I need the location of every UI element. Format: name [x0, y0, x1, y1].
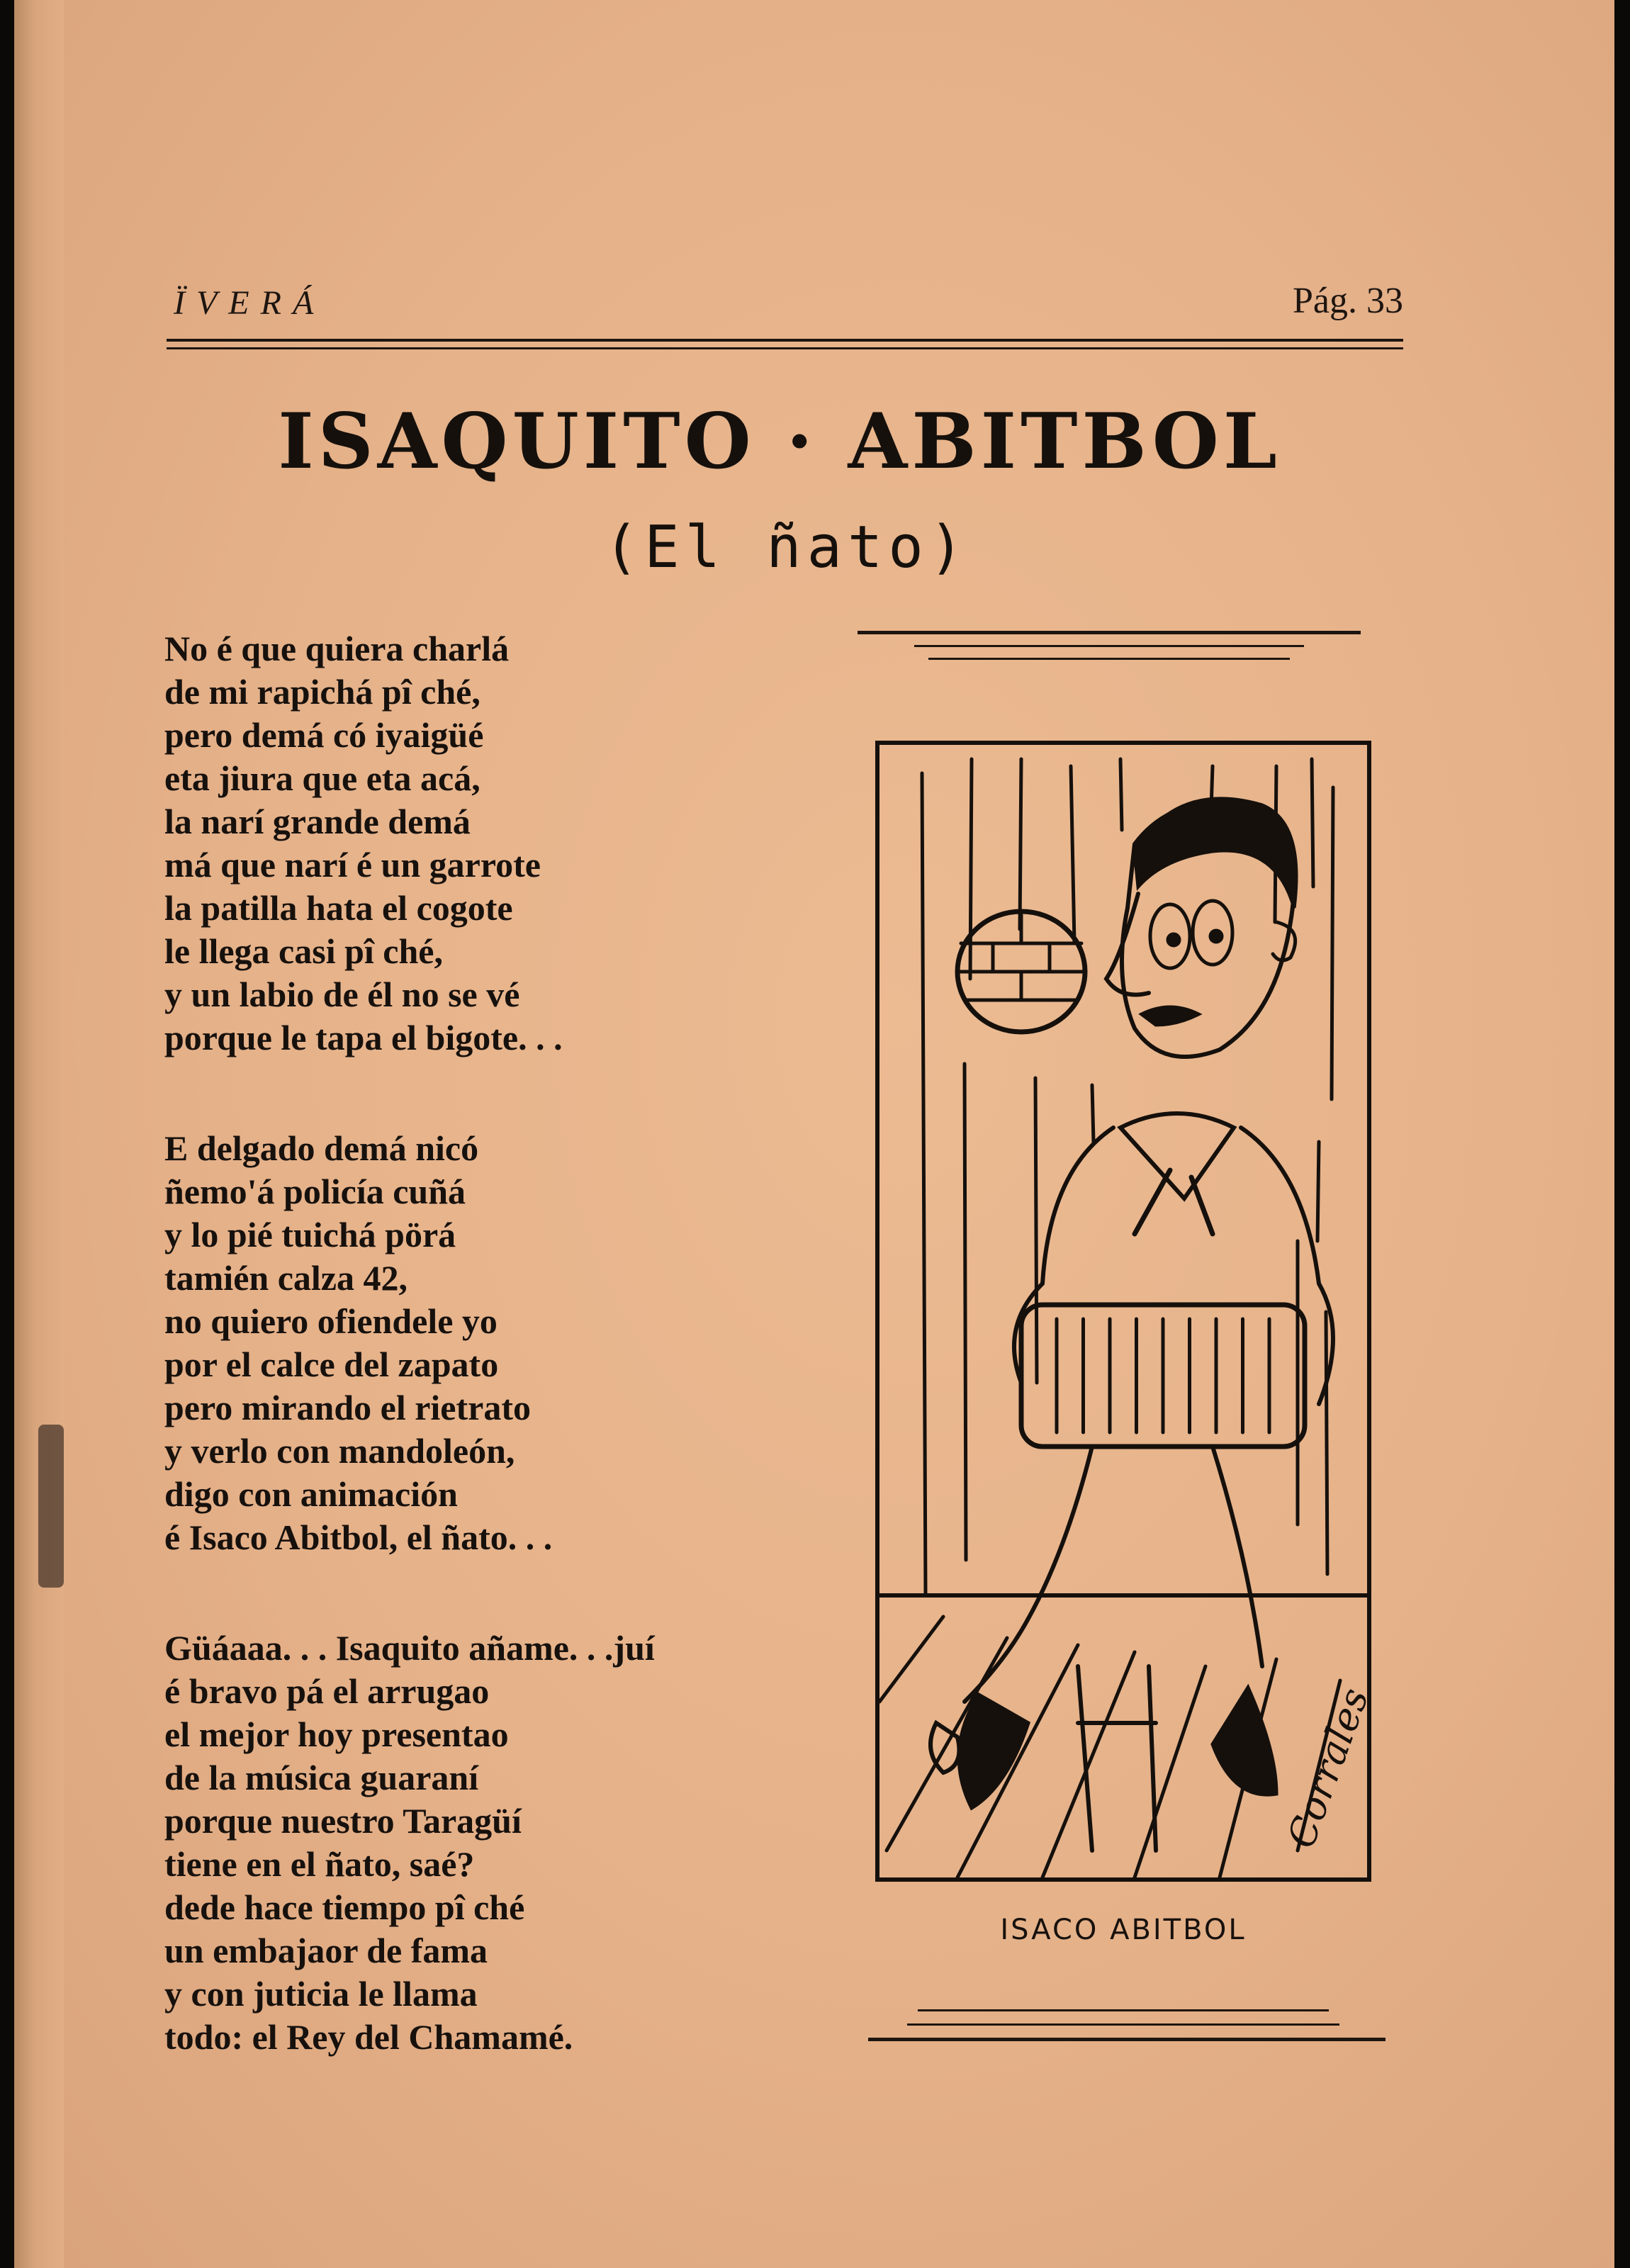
poem-line: tamién calza 42, [164, 1258, 408, 1298]
floorboard [879, 1617, 943, 1702]
wall-stroke [1312, 759, 1313, 887]
article-subtitle: (El ñato) [603, 514, 970, 581]
poem-line: el mejor hoy presentao [164, 1714, 509, 1754]
poem-line: de la música guaraní [164, 1758, 479, 1797]
poem-line: porque le tapa el bigote. . . [164, 1018, 563, 1057]
mustache [1142, 1007, 1198, 1025]
illustration-caption: ISACO ABITBOL [1000, 1914, 1247, 1946]
divider-rule [928, 658, 1290, 660]
right-pupil [1210, 931, 1222, 942]
divider-rule [918, 2009, 1329, 2011]
poem-line: y un labio de él no se vé [164, 975, 520, 1014]
wall-stroke [970, 759, 972, 979]
neckerchief-tails [1135, 1170, 1213, 1234]
page-spine [14, 0, 64, 2268]
poem-line: dede hace tiempo pî ché [164, 1887, 525, 1927]
poem-line: tiene en el ñato, saé? [164, 1844, 475, 1884]
poem-line: todo: el Rey del Chamamé. [164, 2017, 573, 2057]
hair [1135, 799, 1296, 908]
poem-line: ñemo'á policía cuñá [164, 1172, 466, 1211]
poem-stanza-2 [164, 1127, 873, 1559]
poem-line: un embajaor de fama [164, 1931, 488, 1970]
divider-rule [914, 645, 1304, 647]
wall-stroke [922, 773, 926, 1595]
poem-line: E delgado demá nicó [164, 1128, 479, 1168]
poem-stanza-3 [164, 1627, 873, 2059]
poem-line: pero demá có iyaigüé [164, 715, 484, 755]
wall-stroke [1317, 1142, 1319, 1241]
poem-line: digo con animación [164, 1474, 458, 1514]
divider-rule [858, 631, 1361, 634]
poem-line: porque nuestro Taragüí [164, 1801, 522, 1841]
poem-line: le llega casi pî ché, [164, 931, 443, 971]
wall-stroke [1071, 766, 1074, 943]
accordion-keys [1057, 1319, 1269, 1432]
left-pupil [1168, 934, 1179, 945]
trousers [965, 1447, 1262, 1702]
floorboard [1135, 1666, 1205, 1877]
caricature-illustration [875, 741, 1378, 1882]
poem-line: é Isaco Abitbol, el ñato. . . [164, 1517, 553, 1557]
left-shoe [959, 1695, 1028, 1808]
poem-line: y con juticia le llama [164, 1974, 478, 2014]
wall-stroke [1120, 759, 1122, 830]
poem-line: No é que quiera charlá [164, 629, 510, 668]
shirt-outline [1042, 1128, 1319, 1284]
magazine-page [14, 0, 1614, 2268]
poem-line: la narí grande demá [164, 802, 471, 841]
page-number: Pág. 33 [1293, 281, 1403, 321]
poem-line: é bravo pá el arrugao [164, 1671, 490, 1711]
wall-stroke [1332, 787, 1333, 1099]
poem-line: y lo pié tuichá pörá [164, 1215, 456, 1254]
wall-stroke [1020, 759, 1021, 929]
neckerchief [1120, 1113, 1234, 1198]
poem-line: pero mirando el rietrato [164, 1388, 531, 1427]
poem-line: y verlo con mandoleón, [164, 1431, 515, 1471]
header-rule-top [167, 339, 1403, 342]
header-rule-bottom [167, 347, 1403, 349]
divider-rule [868, 2038, 1386, 2041]
wall-stroke [965, 1064, 966, 1560]
page-header [167, 280, 1403, 330]
poem-line: la patilla hata el cogote [164, 888, 513, 928]
poem-line: Güáaaa. . . Isaquito añame. . .juí [164, 1628, 655, 1668]
poem-line: eta jiura que eta acá, [164, 758, 480, 798]
arms [1014, 1284, 1333, 1404]
artist-signature: Corrales [1278, 1682, 1378, 1854]
wall-stroke [1035, 1078, 1037, 1383]
divider-rule [907, 2023, 1339, 2026]
right-shoe [1213, 1688, 1276, 1795]
poem-line: no quiero ofiendele yo [164, 1301, 498, 1341]
caricature-drawing [879, 745, 1378, 1877]
poem-line: má que narí é un garrote [164, 845, 541, 885]
wall-stroke [1092, 1085, 1094, 1142]
poem-stanza-1 [164, 627, 873, 1060]
poem-line: por el calce del zapato [164, 1344, 499, 1384]
article-title: ISAQUITO · ABITBOL [278, 397, 1281, 486]
binding-clip [38, 1425, 64, 1588]
magazine-name: ÏVERÁ [174, 284, 325, 322]
wall-stroke [1326, 1312, 1327, 1574]
poem-line: de mi rapichá pî ché, [164, 672, 480, 712]
